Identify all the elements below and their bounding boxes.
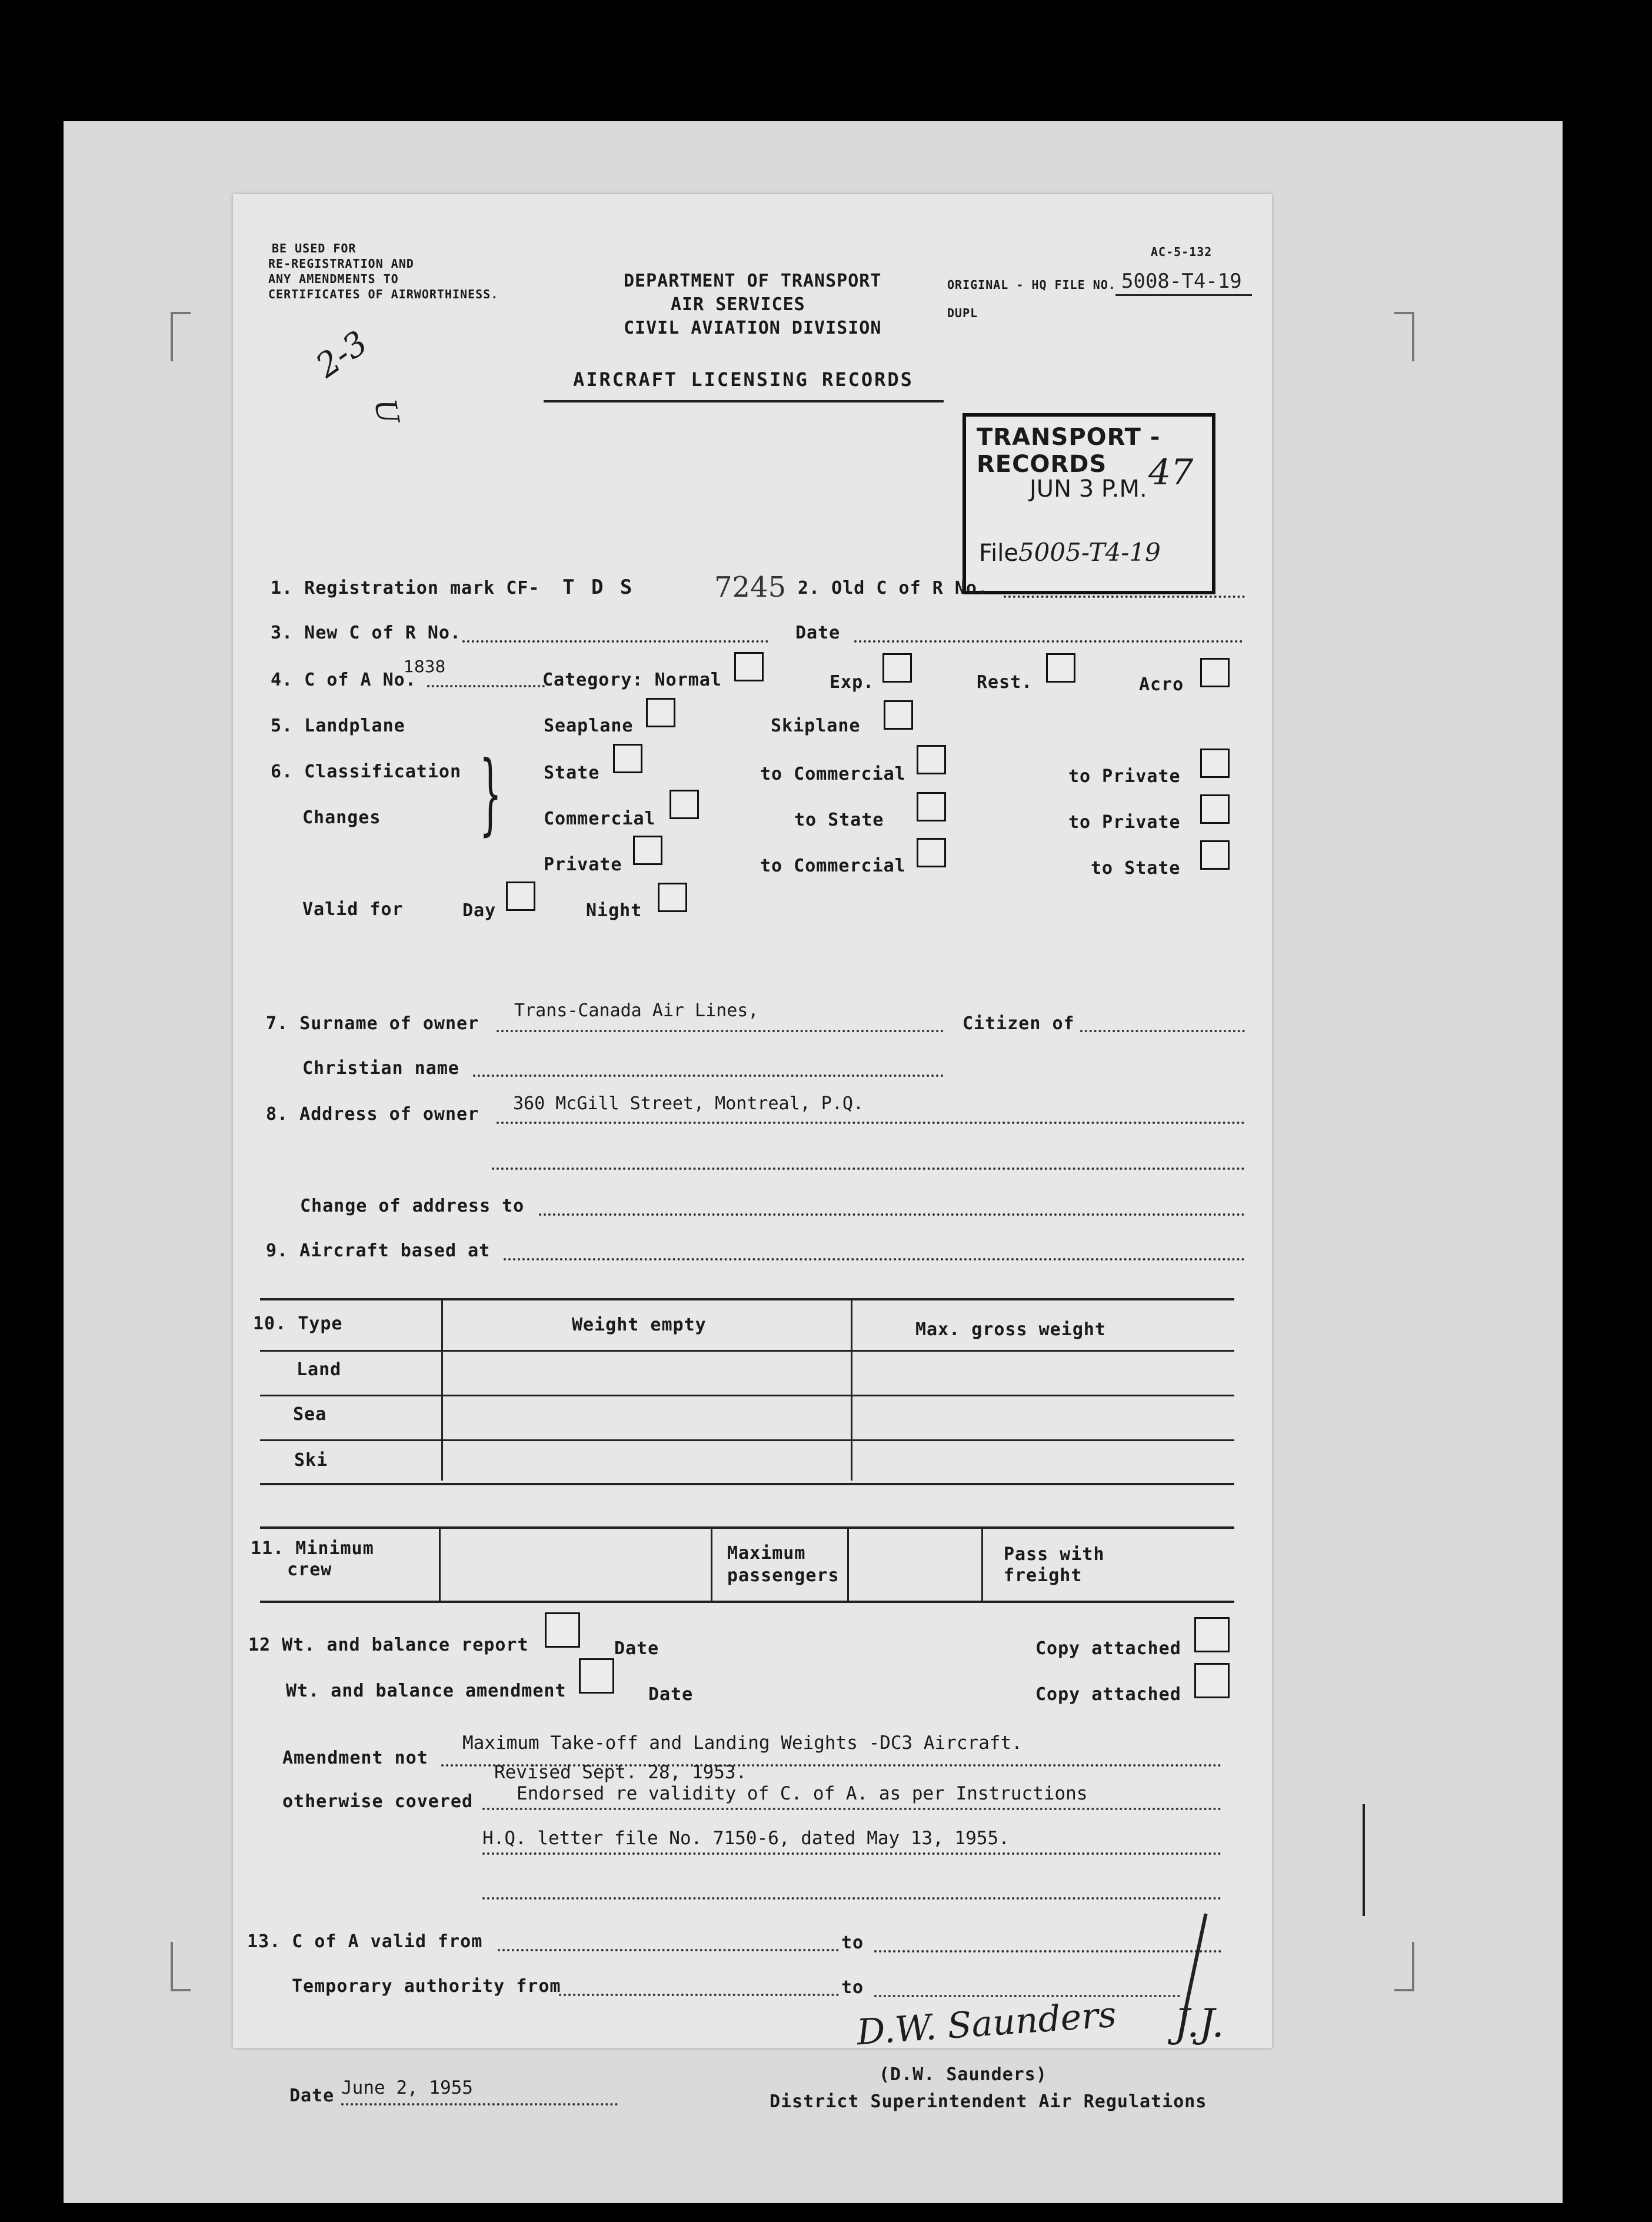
f8-dots-2 [492,1167,1245,1170]
commercial-checkbox[interactable] [670,790,699,819]
christian-name-label: Christian name [302,1058,459,1079]
rest-checkbox[interactable] [1046,653,1075,683]
row-sea: Sea [293,1404,327,1425]
report-copy-checkbox[interactable] [1194,1617,1230,1652]
temp-to: to [841,1977,864,1998]
stamp-date: JUN 3 P.M. [1030,475,1147,503]
f13-to: to [841,1932,864,1953]
commercial-to-state-checkbox[interactable] [917,792,946,821]
commercial-label: Commercial [544,809,656,829]
change-address-dots [539,1213,1245,1216]
private-to-state: to State [1091,858,1181,879]
commercial-to-state: to State [794,810,884,830]
type-header: 10. Type [253,1313,343,1334]
f6-label: 6. Classification [271,761,462,782]
date-label: Date [289,2085,335,2106]
day-label: Day [462,900,497,921]
amendment-label-2: otherwise covered [282,1791,474,1812]
skiplane-checkbox[interactable] [884,700,913,730]
change-address-label: Change of address to [300,1196,525,1216]
corner-note-3: ANY AMENDMENTS TO [268,272,399,286]
sheet-edge-line [1363,1804,1365,1916]
state-to-private: to Private [1068,766,1181,787]
f3-date-dots [854,640,1243,643]
f3-date: Date [795,623,841,643]
balance-amendment-date: Date [648,1684,694,1705]
amendment-line-3: Endorsed re validity of C. of A. as per Instructions [517,1783,1088,1804]
weights-col-divider-2 [851,1298,852,1481]
f3-dots [462,640,768,643]
weights-row-line-2 [260,1395,1234,1396]
f4-value: 1838 [404,657,446,676]
min-crew-2: crew [287,1559,332,1580]
commercial-to-private-checkbox[interactable] [1200,794,1230,824]
f7-label: 7. Surname of owner [266,1013,479,1034]
stamp-handwritten-number: 47 [1148,452,1194,493]
min-crew-1: 11. Minimum [251,1538,374,1559]
form-title: AIRCRAFT LICENSING RECORDS [573,368,914,391]
f3-label: 3. New C of R No. [271,623,462,643]
signature-initials: J.J. [1174,2001,1224,2046]
corner-note-4: CERTIFICATES OF AIRWORTHINESS. [268,287,499,301]
christian-name-dots [473,1075,944,1077]
weights-table-bottom [260,1483,1234,1485]
crop-mark-top-left [171,312,191,361]
private-label: Private [544,854,622,875]
crew-col-2 [711,1526,712,1603]
balance-amendment-copy: Copy attached [1035,1684,1181,1705]
date-value: June 2, 1955 [341,2077,473,2098]
header-line3: CIVIL AVIATION DIVISION [624,318,882,338]
private-checkbox[interactable] [633,836,662,865]
f9-label: 9. Aircraft based at [266,1240,491,1261]
state-to-commercial-checkbox[interactable] [917,745,946,774]
temp-to-dots [874,1995,1180,1997]
crew-col-3 [847,1526,849,1603]
f13-to-dots [874,1950,1221,1952]
f7-dots [497,1030,944,1032]
f6-label2: Changes [302,807,381,828]
amendment-copy-checkbox[interactable] [1194,1663,1230,1698]
normal-checkbox[interactable] [734,652,764,681]
seaplane-label: Seaplane [544,716,634,736]
crew-table-top [260,1526,1234,1529]
amendment-dots-4 [482,1897,1221,1900]
f8-label: 8. Address of owner [266,1104,479,1125]
original-file-label: ORIGINAL - HQ FILE NO. [947,278,1116,292]
crop-mark-top-right [1394,312,1414,361]
max-gross-header: Max. gross weight [915,1319,1107,1340]
amendment-label-1: Amendment not [282,1748,428,1768]
f4-dots [427,685,545,687]
stamp-file-row [979,538,1161,567]
night-checkbox[interactable] [658,883,687,912]
balance-amendment-label: Wt. and balance amendment [286,1681,567,1701]
signature: D.W. Saunders [855,1994,1118,2054]
amendment-line-2: Revised Sept. 28, 1953. [494,1762,747,1783]
signer-name: (D.W. Saunders) [879,2064,1047,2085]
state-to-commercial: to Commercial [760,764,906,784]
acro-checkbox[interactable] [1200,658,1230,687]
seaplane-checkbox[interactable] [646,698,675,727]
weight-empty-header: Weight empty [572,1315,707,1335]
valid-for-label: Valid for [302,899,404,920]
amendment-dots-2 [482,1808,1221,1810]
date-dots [341,2103,618,2105]
exp-label: Exp. [830,672,875,693]
balance-report-label: 12 Wt. and balance report [248,1635,529,1655]
state-checkbox[interactable] [613,744,642,773]
crew-col-1 [439,1526,441,1603]
crew-table-bottom [260,1601,1234,1603]
night-label: Night [586,900,642,921]
citizen-of-dots [1080,1030,1245,1032]
amendment-line-1: Maximum Take-off and Landing Weights -DC3 Aircraft. [462,1732,1022,1754]
max-passengers-2: passengers [727,1565,840,1586]
f1-label: 1. Registration mark CF- [271,578,540,598]
skiplane-label: Skiplane [771,716,861,736]
amendment-line-4: H.Q. letter file No. 7150-6, dated May 13, 1955. [482,1828,1010,1849]
category-normal: Category: Normal [542,670,722,690]
state-to-private-checkbox[interactable] [1200,749,1230,778]
balance-report-date: Date [614,1638,660,1659]
f9-dots [504,1258,1245,1260]
amendment-dots-3 [482,1852,1221,1855]
private-to-state-checkbox[interactable] [1200,840,1230,870]
duplicate-file-label: DUPL [947,306,978,320]
f7-value: Trans-Canada Air Lines, [514,1000,759,1021]
f13-label: 13. C of A valid from [247,1931,483,1952]
crop-mark-bottom-right [1394,1942,1414,1991]
licensing-form [233,194,1272,2048]
original-file-value: 5008-T4-19 [1121,270,1242,293]
stamp-file-value: 5005-T4-19 [1018,538,1161,567]
crew-col-4 [981,1526,983,1603]
pass-freight-1: Pass with [1004,1544,1105,1565]
private-to-commercial-checkbox[interactable] [917,838,946,867]
f2-label: 2. Old C of R No. [798,578,989,598]
f13-dots [498,1949,839,1951]
form-code: AC-5-132 [1151,245,1213,259]
f6-brace: } [479,743,502,845]
header-line1: DEPARTMENT OF TRANSPORT [624,271,882,291]
f2-dots [1004,596,1245,598]
rest-label: Rest. [977,672,1033,693]
row-land: Land [297,1359,342,1380]
f1-extra: 7245 [714,571,787,604]
weights-col-divider-1 [441,1298,443,1481]
signer-title: District Superintendent Air Regulations [770,2091,1207,2112]
max-passengers-1: Maximum [727,1543,806,1564]
acro-label: Acro [1139,674,1184,695]
f5-label: 5. Landplane [271,716,405,736]
temp-authority-label: Temporary authority from [292,1976,561,1997]
pass-freight-2: freight [1004,1565,1083,1586]
corner-note-2: RE-REGISTRATION AND [268,257,414,271]
f8-value: 360 McGill Street, Montreal, P.Q. [513,1093,864,1114]
title-underline [544,400,944,403]
f1-value: T D S [562,576,635,599]
transport-records-stamp [962,413,1215,594]
commercial-to-private: to Private [1068,812,1181,833]
f8-dots [497,1122,1245,1124]
balance-report-copy: Copy attached [1035,1638,1181,1659]
weights-row-line-3 [260,1439,1234,1441]
margin-mark: U [367,396,406,427]
margin-handwriting: 2-3 [309,324,375,385]
temp-dots [559,1994,839,1996]
weights-row-line-1 [260,1350,1234,1352]
corner-note-1: BE USED FOR [272,241,357,255]
weights-table-top [260,1298,1234,1300]
private-to-commercial: to Commercial [760,856,906,876]
crop-mark-bottom-left [171,1942,191,1991]
balance-report-checkbox[interactable] [545,1612,580,1648]
citizen-of-label: Citizen of [962,1013,1075,1034]
original-file-underline [1115,294,1252,296]
header-line2: AIR SERVICES [671,294,805,315]
stamp-file-label: File [979,540,1018,567]
balance-amendment-checkbox[interactable] [579,1658,614,1694]
row-ski: Ski [294,1450,328,1471]
stamp-title: TRANSPORT - RECORDS [977,424,1161,478]
exp-checkbox[interactable] [882,653,912,683]
state-label: State [544,763,600,783]
day-checkbox[interactable] [506,882,535,911]
f4-label: 4. C of A No. [271,670,417,690]
